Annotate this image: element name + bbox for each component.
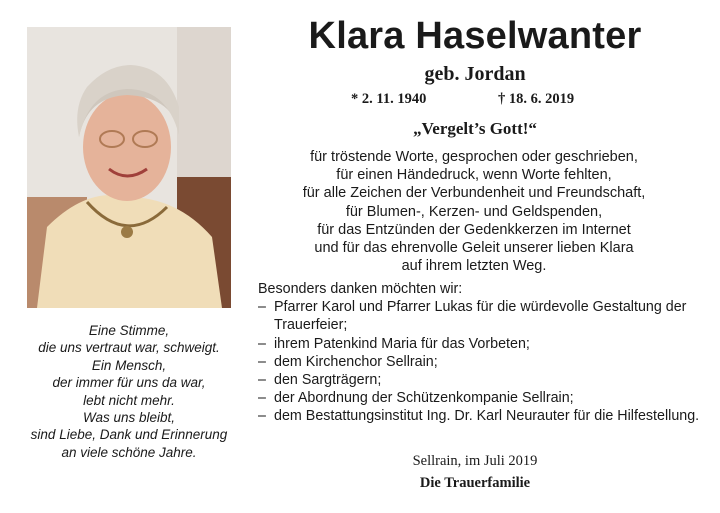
special-thanks-heading: Besonders danken möchten wir:	[258, 281, 463, 297]
memorial-poem	[18, 322, 240, 461]
special-thanks	[258, 280, 708, 426]
birth-name: geb. Jordan	[424, 63, 526, 85]
poem-line: Ein Mensch,	[91, 357, 167, 373]
list-item	[258, 389, 708, 407]
list-item-text: Pfarrer Karol und Pfarrer Lukas für die würdevolle Gestaltung der Trauerfeier;	[274, 299, 687, 334]
list-item	[258, 353, 708, 371]
intro-line: und für das ehrenvolle Geleit unserer lieben Klara	[314, 240, 634, 257]
deceased-name: Klara Haselwanter	[308, 15, 642, 57]
list-item-text: ihrem Patenkind Maria für das Vorbeten;	[274, 335, 530, 352]
thanks-intro	[276, 148, 672, 275]
dash-bullet: –	[258, 299, 266, 316]
thanks-title: „Vergelt’s Gott!“	[413, 119, 537, 138]
birth-date: * 2. 11. 1940	[351, 91, 427, 107]
poem-line: an viele schöne Jahre.	[61, 444, 197, 460]
portrait-photo	[27, 27, 231, 308]
list-item	[258, 298, 708, 334]
list-item	[258, 371, 708, 389]
intro-line: für einen Händedruck, wenn Worte fehlten,	[336, 167, 612, 184]
dash-bullet: –	[258, 372, 266, 389]
dash-bullet: –	[258, 408, 266, 425]
intro-line: für Blumen-, Kerzen- und Geldspenden,	[345, 203, 603, 220]
dash-bullet: –	[258, 353, 266, 370]
list-item-text: dem Bestattungsinstitut Ing. Dr. Karl Neurauter für die Hilfestellung.	[274, 408, 700, 425]
portrait-image	[27, 27, 231, 308]
poem-line: die uns vertraut war, schweigt.	[38, 340, 220, 356]
poem-line: der immer für uns da war,	[52, 375, 206, 391]
list-item-text: der Abordnung der Schützenkompanie Sellrain;	[274, 390, 574, 407]
intro-line: für das Entzünden der Gedenkkerzen im Internet	[317, 221, 631, 238]
dash-bullet: –	[258, 335, 266, 352]
list-item	[258, 407, 708, 425]
list-item-text: dem Kirchenchor Sellrain;	[274, 353, 438, 370]
list-item	[258, 335, 708, 353]
dash-bullet: –	[258, 390, 266, 407]
place-date: Sellrain, im Juli 2019	[412, 453, 538, 469]
poem-line: sind Liebe, Dank und Erinnerung	[30, 427, 228, 443]
signature: Die Trauerfamilie	[419, 475, 531, 491]
intro-line: für tröstende Worte, gesprochen oder geschrieben,	[310, 149, 638, 165]
list-item-text: den Sargträgern;	[274, 372, 382, 389]
poem-line: Eine Stimme,	[88, 323, 170, 338]
poem-line: lebt nicht mehr.	[83, 392, 175, 408]
death-date: † 18. 6. 2019	[498, 91, 575, 107]
intro-line: für alle Zeichen der Verbundenheit und Freundschaft,	[302, 185, 646, 202]
special-thanks-list	[258, 298, 708, 425]
intro-line: auf ihrem letzten Weg.	[401, 258, 547, 275]
poem-line: Was uns bleibt,	[82, 410, 176, 426]
